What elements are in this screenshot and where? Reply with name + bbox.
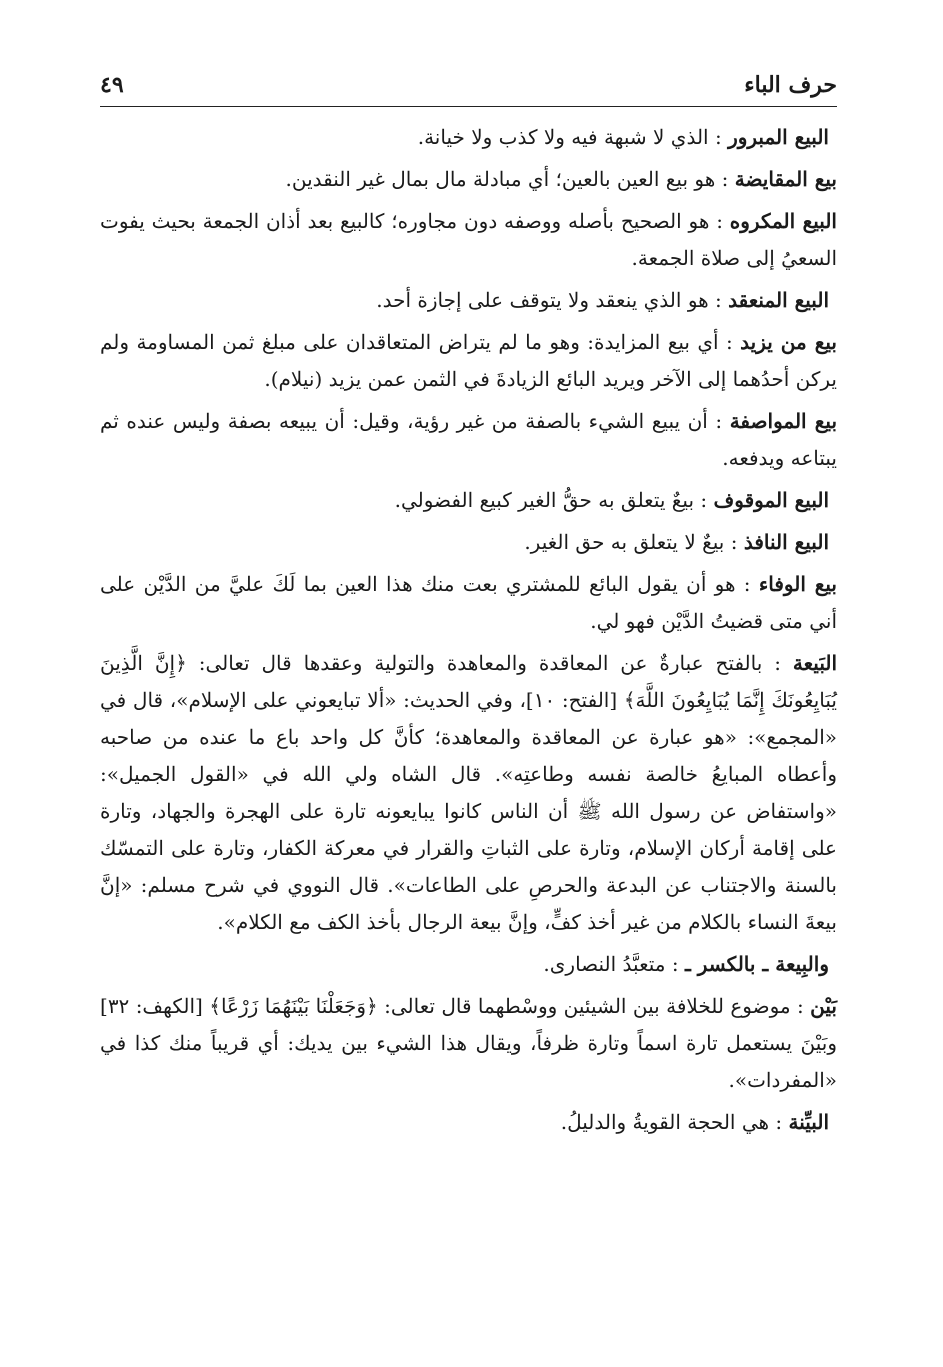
dictionary-entry xyxy=(100,403,837,477)
entry-definition: : بيعٌ لا يتعلق به حق الغير. xyxy=(524,530,738,554)
entry-term: بَيْن xyxy=(810,994,837,1018)
dictionary-entry xyxy=(100,482,837,519)
dictionary-entry xyxy=(100,946,837,983)
entry-term: بيع المواصفة xyxy=(729,409,838,433)
entry-term: البيع المنعقد xyxy=(728,288,829,312)
entry-term: البيع المبرور xyxy=(728,125,829,149)
page-header xyxy=(100,66,837,107)
document-page xyxy=(100,66,837,1146)
entry-definition: : أي بيع المزايدة: وهو ما لم يتراض المتعاقدان على مبلغ ثمن المساومة ولم يركن أحدُهما إلى الآخر ويريد البائع الزيادةَ في الثمن عمن يزيد (نيلام). xyxy=(100,330,837,391)
entry-definition: : أن يبيع الشيء بالصفة من غير رؤية، وقيل: أن يبيعه بصفة وليس عنده ثم يبتاعه ويدفعه. xyxy=(100,409,837,470)
entry-definition: : موضوع للخلافة بين الشيئين ووسْطهما قال تعالى: ﴿وَجَعَلْنَا بَيْنَهُمَا زَرْعًا﴾ [الكهف: ٣٢] وبَيْنَ يستعمل تارة اسماً وتارة ظرفاً، ويقال هذا الشيء بين يديك: أي قريباً منك كذا في «المفردات». xyxy=(100,994,837,1092)
dictionary-entry xyxy=(100,203,837,277)
entry-term: بيع الوفاء xyxy=(758,572,837,596)
entry-definition: : هي الحجة القويةُ والدليلُ. xyxy=(560,1110,783,1134)
dictionary-entry xyxy=(100,282,837,319)
section-title: حرف الباء xyxy=(744,72,837,98)
entry-term: البيِّنة xyxy=(788,1110,829,1134)
page-number: ٤٩ xyxy=(100,72,124,98)
entry-term: بيع من يزيد xyxy=(740,330,837,354)
entry-term: البيع النافذ xyxy=(743,530,829,554)
entry-term: البيع الموقوف xyxy=(713,488,829,512)
dictionary-entry xyxy=(100,161,837,198)
entry-definition: : بالفتح عبارةٌ عن المعاقدة والمعاهدة والتولية وعقدها قال تعالى: ﴿إِنَّ الَّذِينَ يُبَايِعُونَكَ إِنَّمَا يُبَايِعُونَ اللَّهَ﴾ [الفتح: ١٠]، وفي الحديث: «ألا تبايعوني على الإسلام»، قال في «المجمع»: «هو عبارة عن المعاقدة والمعاهدة؛ كأنَّ كل واحد باع ما عنده من صاحبه وأعطاه المبايعُ خالصة نفسه وطاعتِه». قال الشاه ولي الله في «القول الجميل»: «واستفاض عن رسول الله ﷺ أن الناس كانوا يبايعونه تارة على الهجرة والجهاد، وتارة على إقامة أركان الإسلام، وتارة على الثباتِ والقرار في معركة الكفار، وتارة على التمسّك بالسنة والاجتناب عن البدعة والحرصِ على الطاعات». قال النووي في شرح مسلم: «إنَّ بيعةَ النساء بالكلام من غير أخذ كفٍّ، وإنَّ بيعة الرجال بأخذ الكف مع الكلام». xyxy=(100,651,837,934)
entry-definition: : هو بيع العين بالعين؛ أي مبادلة مال بمال غير النقدين. xyxy=(285,167,729,191)
entry-definition: : هو أن يقول البائع للمشتري بعت منك هذا العين بما لَكَ عليَّ من الدَّيْن على أني متى قضيتُ الدَّيْن فهو لي. xyxy=(100,572,837,633)
dictionary-entry xyxy=(100,1104,837,1141)
entry-term: والبِيعة ـ بالكسر ـ xyxy=(684,952,829,976)
entry-term: بيع المقايضة xyxy=(734,167,837,191)
dictionary-entry xyxy=(100,988,837,1099)
dictionary-entries xyxy=(100,119,837,1141)
dictionary-entry xyxy=(100,524,837,561)
entry-term: البيع المكروه xyxy=(729,209,837,233)
dictionary-entry xyxy=(100,119,837,156)
dictionary-entry xyxy=(100,324,837,398)
entry-term: البَيعة xyxy=(792,651,838,675)
dictionary-entry xyxy=(100,645,837,941)
entry-definition: : متعبَّدُ النصارى. xyxy=(543,952,679,976)
dictionary-entry xyxy=(100,566,837,640)
entry-definition: : بيعٌ يتعلق به حقُّ الغير كبيع الفضولي. xyxy=(394,488,708,512)
entry-definition: : الذي لا شبهة فيه ولا كذب ولا خيانة. xyxy=(417,125,722,149)
entry-definition: : هو الذي ينعقد ولا يتوقف على إجازة أحد. xyxy=(376,288,722,312)
entry-definition: : هو الصحيح بأصله ووصفه دون مجاوره؛ كالبيع بعد أذان الجمعة بحيث يفوت السعيُ إلى صلاة الجمعة. xyxy=(100,209,837,270)
